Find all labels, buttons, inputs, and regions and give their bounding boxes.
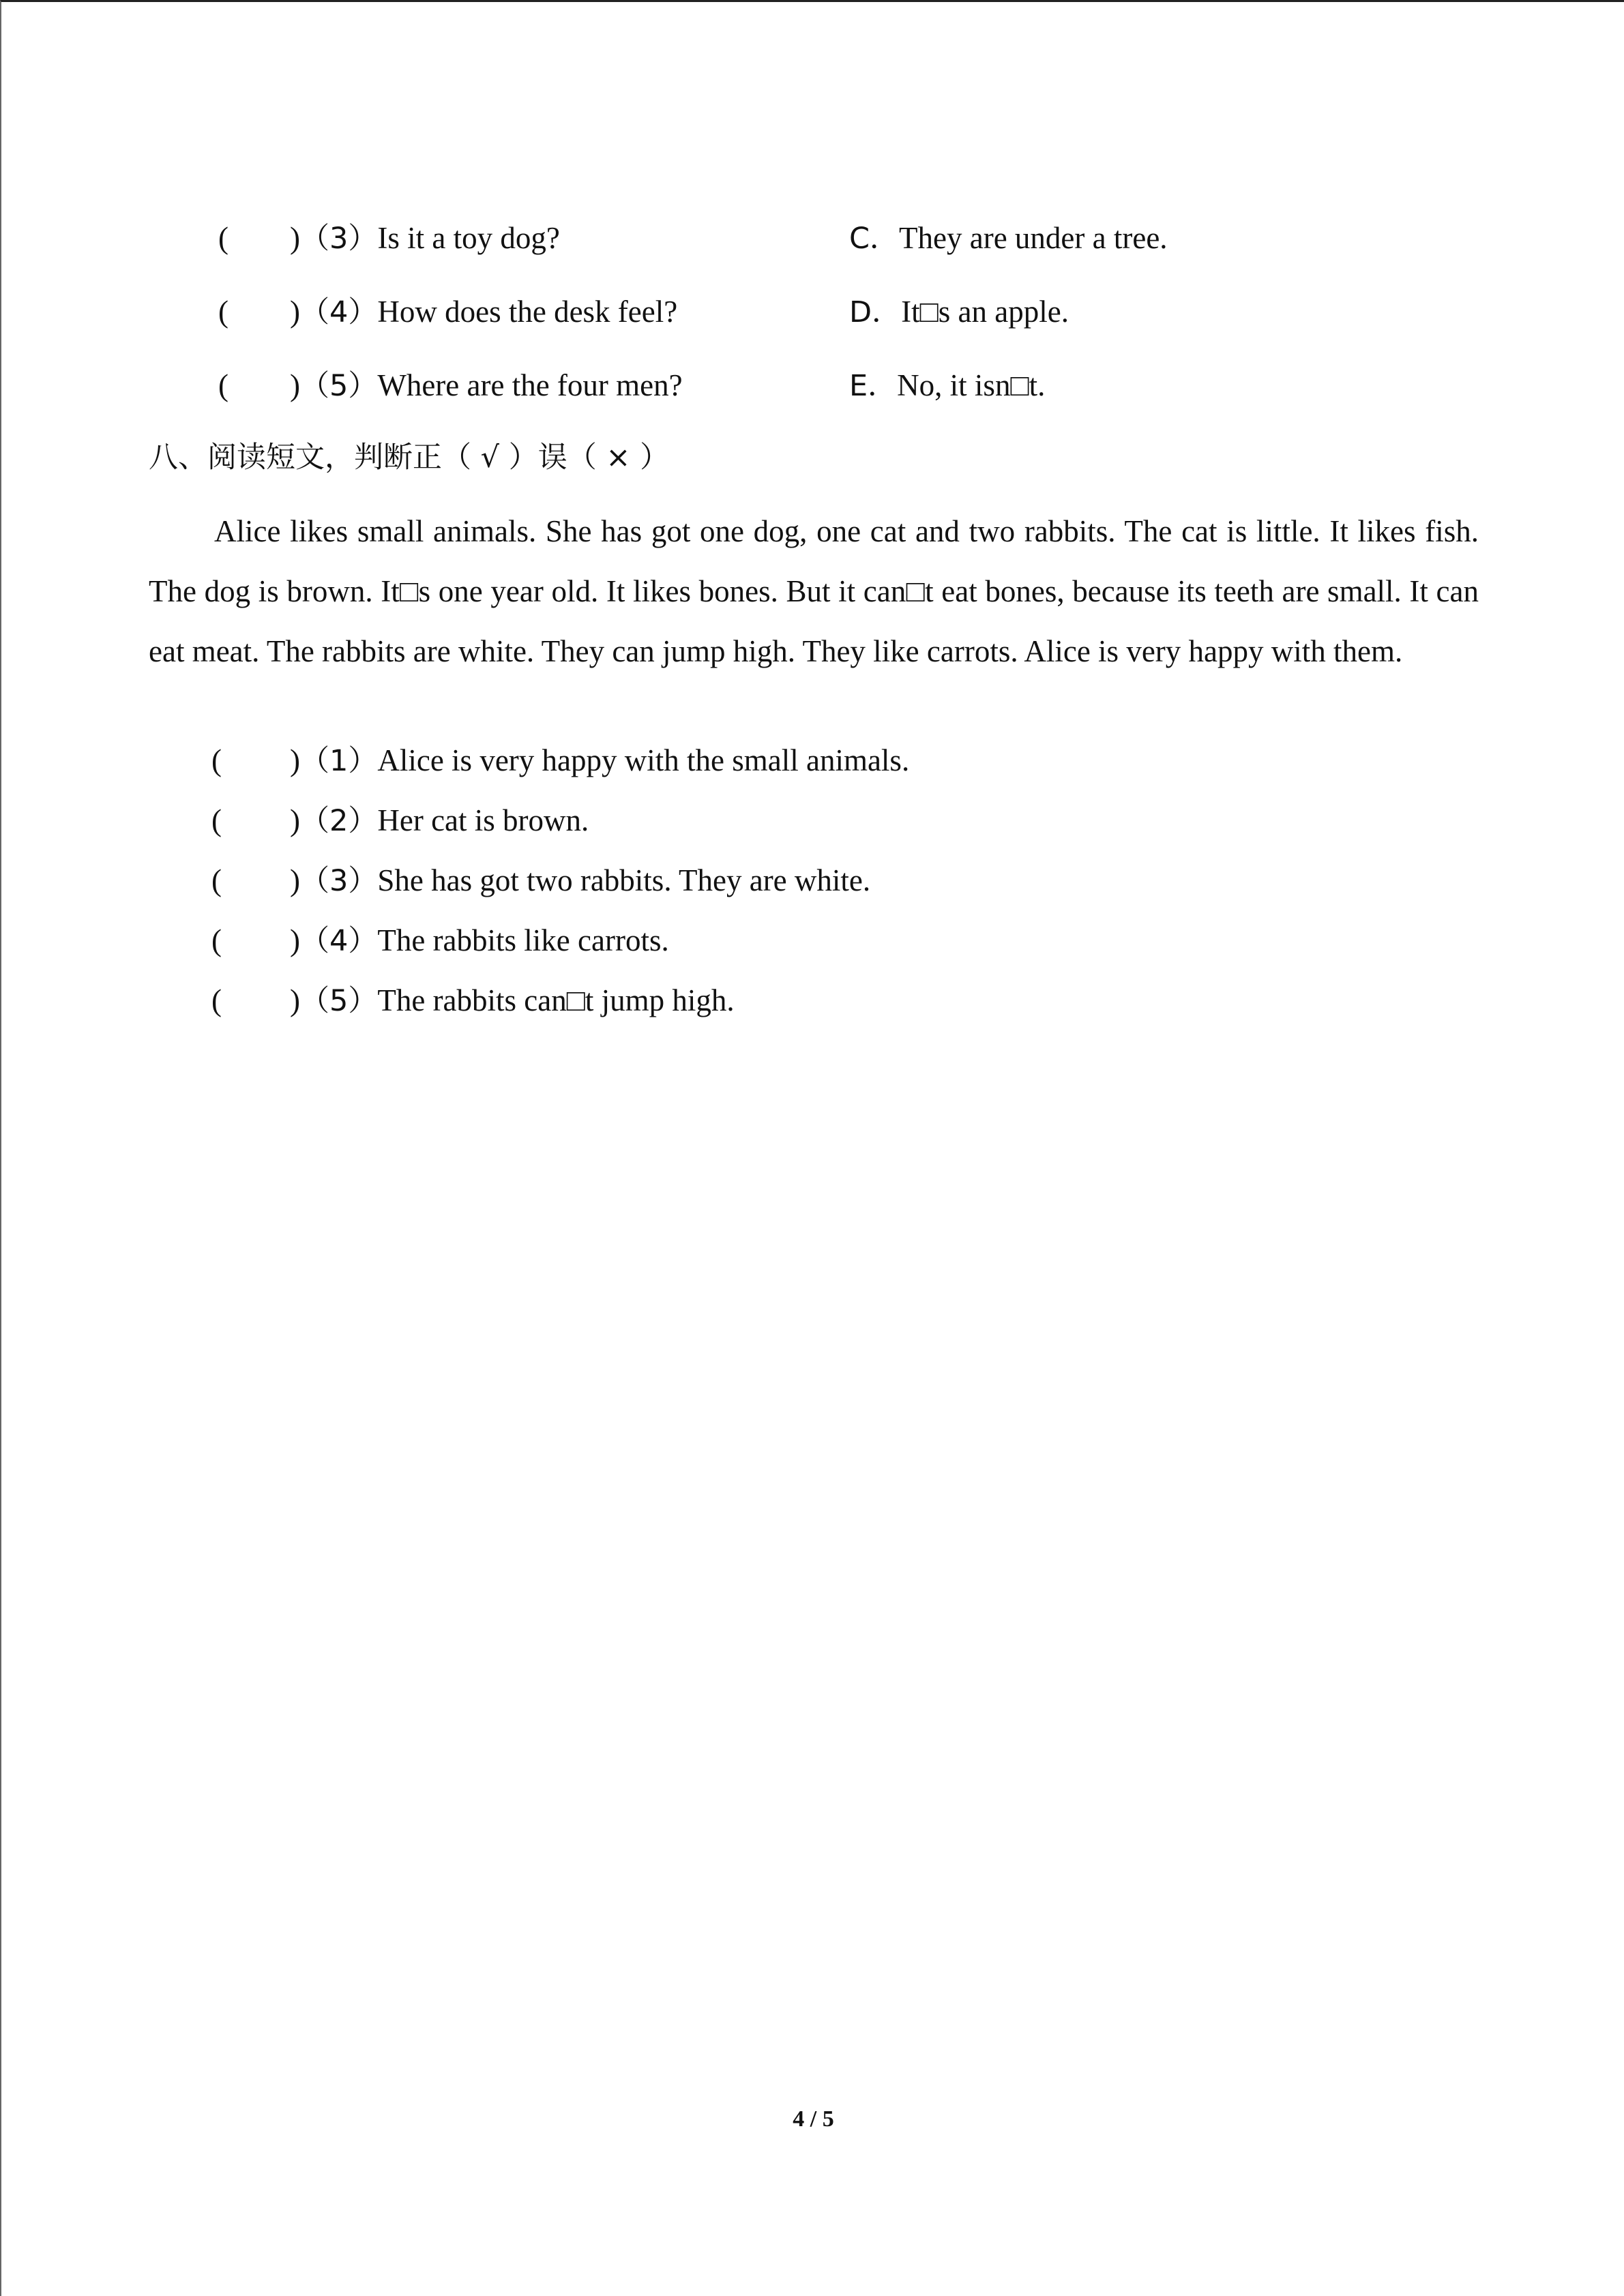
item-number: （5） bbox=[300, 984, 378, 1018]
answer-paren-close: ) bbox=[290, 803, 300, 837]
item-text: The rabbits can□t jump high. bbox=[377, 983, 735, 1017]
tf-item-3 bbox=[211, 861, 870, 900]
item-number: （3） bbox=[300, 864, 378, 898]
matching-answer-d bbox=[849, 293, 1069, 331]
item-number: （4） bbox=[300, 924, 378, 958]
answer-paren-open: ( bbox=[218, 221, 228, 255]
answer-text: They are under a tree. bbox=[899, 221, 1168, 255]
page-number: 4 / 5 bbox=[793, 2106, 834, 2132]
answer-paren-close: ) bbox=[290, 368, 300, 402]
item-text: The rabbits like carrots. bbox=[377, 923, 669, 957]
question-text: How does the desk feel? bbox=[377, 295, 678, 329]
answer-letter: C． bbox=[849, 222, 900, 256]
item-text: She has got two rabbits. They are white. bbox=[377, 863, 871, 897]
answer-paren-open: ( bbox=[211, 743, 222, 777]
answer-letter: D． bbox=[849, 295, 902, 329]
section-heading: 八、阅读短文，判断正（ √ ）误（ × ） bbox=[149, 441, 670, 475]
answer-paren-open: ( bbox=[211, 983, 222, 1017]
question-number: （3） bbox=[300, 222, 378, 256]
tf-item-4 bbox=[211, 921, 669, 960]
tf-item-2 bbox=[211, 801, 589, 840]
item-number: （2） bbox=[300, 804, 378, 838]
question-number: （4） bbox=[300, 295, 378, 329]
question-number: （5） bbox=[300, 369, 378, 403]
item-text: Alice is very happy with the small animals. bbox=[377, 743, 910, 777]
matching-question-5 bbox=[218, 366, 683, 405]
answer-paren-close: ) bbox=[290, 863, 300, 897]
tf-item-5 bbox=[211, 981, 735, 1020]
matching-question-4 bbox=[218, 293, 677, 331]
answer-paren-close: ) bbox=[290, 923, 300, 957]
tf-item-1 bbox=[211, 741, 909, 780]
answer-paren-close: ) bbox=[290, 983, 300, 1017]
answer-paren-close: ) bbox=[290, 295, 300, 329]
answer-paren-close: ) bbox=[290, 221, 300, 255]
answer-paren-open: ( bbox=[211, 923, 222, 957]
answer-paren-close: ) bbox=[290, 743, 300, 777]
answer-text: No, it isn□t. bbox=[897, 368, 1046, 402]
answer-paren-open: ( bbox=[218, 368, 228, 402]
answer-paren-open: ( bbox=[218, 295, 228, 329]
item-number: （1） bbox=[300, 744, 378, 778]
answer-paren-open: ( bbox=[211, 803, 222, 837]
question-text: Is it a toy dog? bbox=[377, 221, 560, 255]
answer-text: It□s an apple. bbox=[901, 295, 1069, 329]
answer-paren-open: ( bbox=[211, 863, 222, 897]
item-text: Her cat is brown. bbox=[377, 803, 589, 837]
matching-question-3 bbox=[218, 219, 560, 258]
matching-answer-e bbox=[849, 366, 1045, 405]
question-text: Where are the four men? bbox=[377, 368, 683, 402]
matching-answer-c bbox=[849, 219, 1168, 258]
reading-passage: Alice likes small animals. She has got one dog, one cat and two rabbits. The cat is little. It likes fish. The dog is brown. It□s one year old. It likes bones. But it can□t eat bones, because its teeth are small. It can eat meat. The rabbits are white. They can jump high. They like carrots. Alice is very happy with them. bbox=[149, 514, 1479, 668]
answer-letter: E． bbox=[849, 369, 898, 403]
